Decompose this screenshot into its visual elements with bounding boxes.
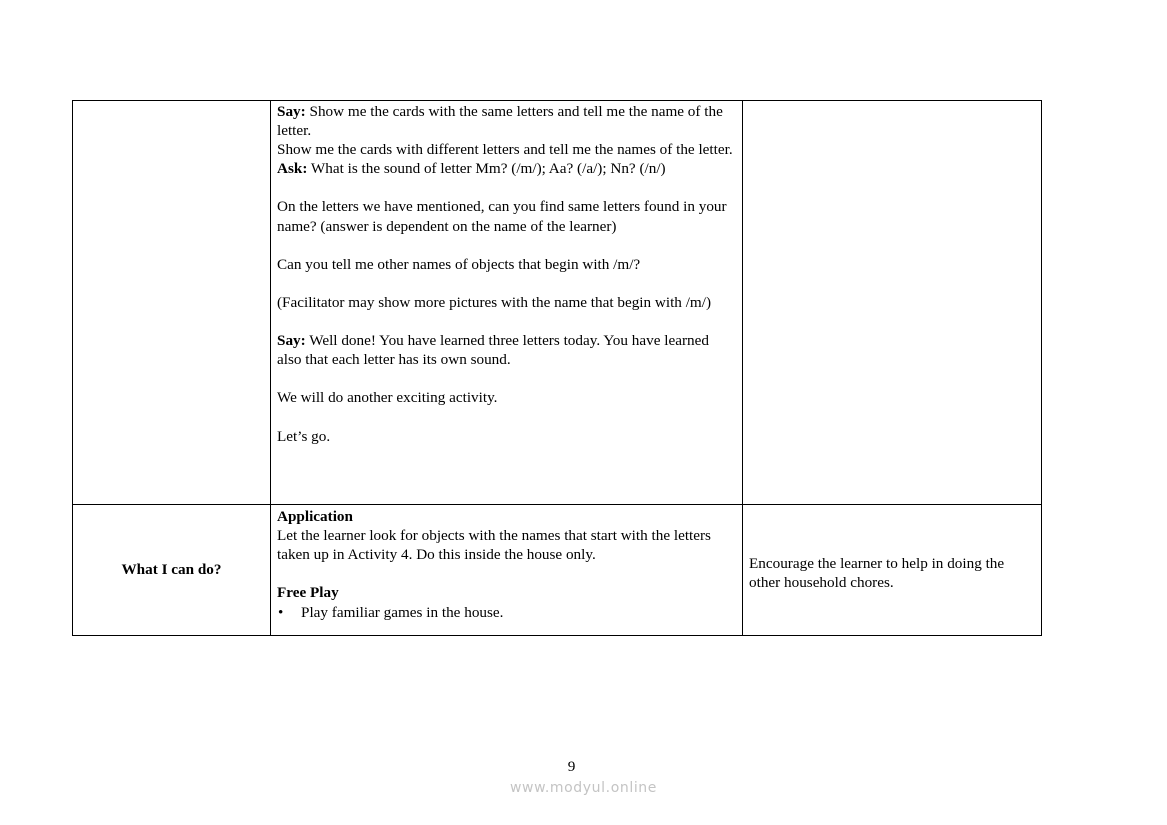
activity-content-cell <box>271 101 743 505</box>
activity-content-cell <box>271 505 743 636</box>
instruction-line: Ask: What is the sound of letter Mm? (/m/); Aa? (/a/); Nn? (/n/) <box>277 160 666 178</box>
table-row <box>73 505 1042 636</box>
free-play-heading: Free Play <box>277 584 339 602</box>
instruction-line: Can you tell me other names of objects that begin with /m/? <box>277 255 641 273</box>
instruction-line: Say: Well done! You have learned three letters today. You have learned also that each letter has its own sound. <box>277 332 709 369</box>
instruction-line: We will do another exciting activity. <box>277 389 498 407</box>
application-heading: Application <box>277 508 353 525</box>
application-text: Let the learner look for objects with the names that start with the letters taken up in Activity 4. Do this inside the house only. <box>277 527 711 564</box>
lesson-table <box>72 100 1042 636</box>
instruction-line: (Facilitator may show more pictures with the name that begin with /m/) <box>277 293 712 311</box>
section-label: What I can do? <box>121 561 222 579</box>
page-number: 9 <box>567 758 576 775</box>
parent-note: Encourage the learner to help in doing the other household chores. <box>749 554 1005 591</box>
instruction-line: Let’s go. <box>277 427 331 445</box>
notes-cell <box>743 505 1042 636</box>
notes-cell <box>743 101 1042 505</box>
instruction-line: Say: Show me the cards with the same letters and tell me the name of the letter. <box>277 103 723 140</box>
watermark: www.modyul.online <box>509 780 657 796</box>
instruction-line: On the letters we have mentioned, can you find same letters found in your name? (answer is dependent on the name of the learner) <box>277 198 727 235</box>
section-label-cell <box>73 505 271 636</box>
free-play-list <box>277 603 736 622</box>
list-item: • Play familiar games in the house. <box>277 603 736 622</box>
section-label-cell <box>73 101 271 505</box>
table-row <box>73 101 1042 505</box>
instruction-line: Show me the cards with different letters and tell me the names of the letter. <box>277 141 733 159</box>
